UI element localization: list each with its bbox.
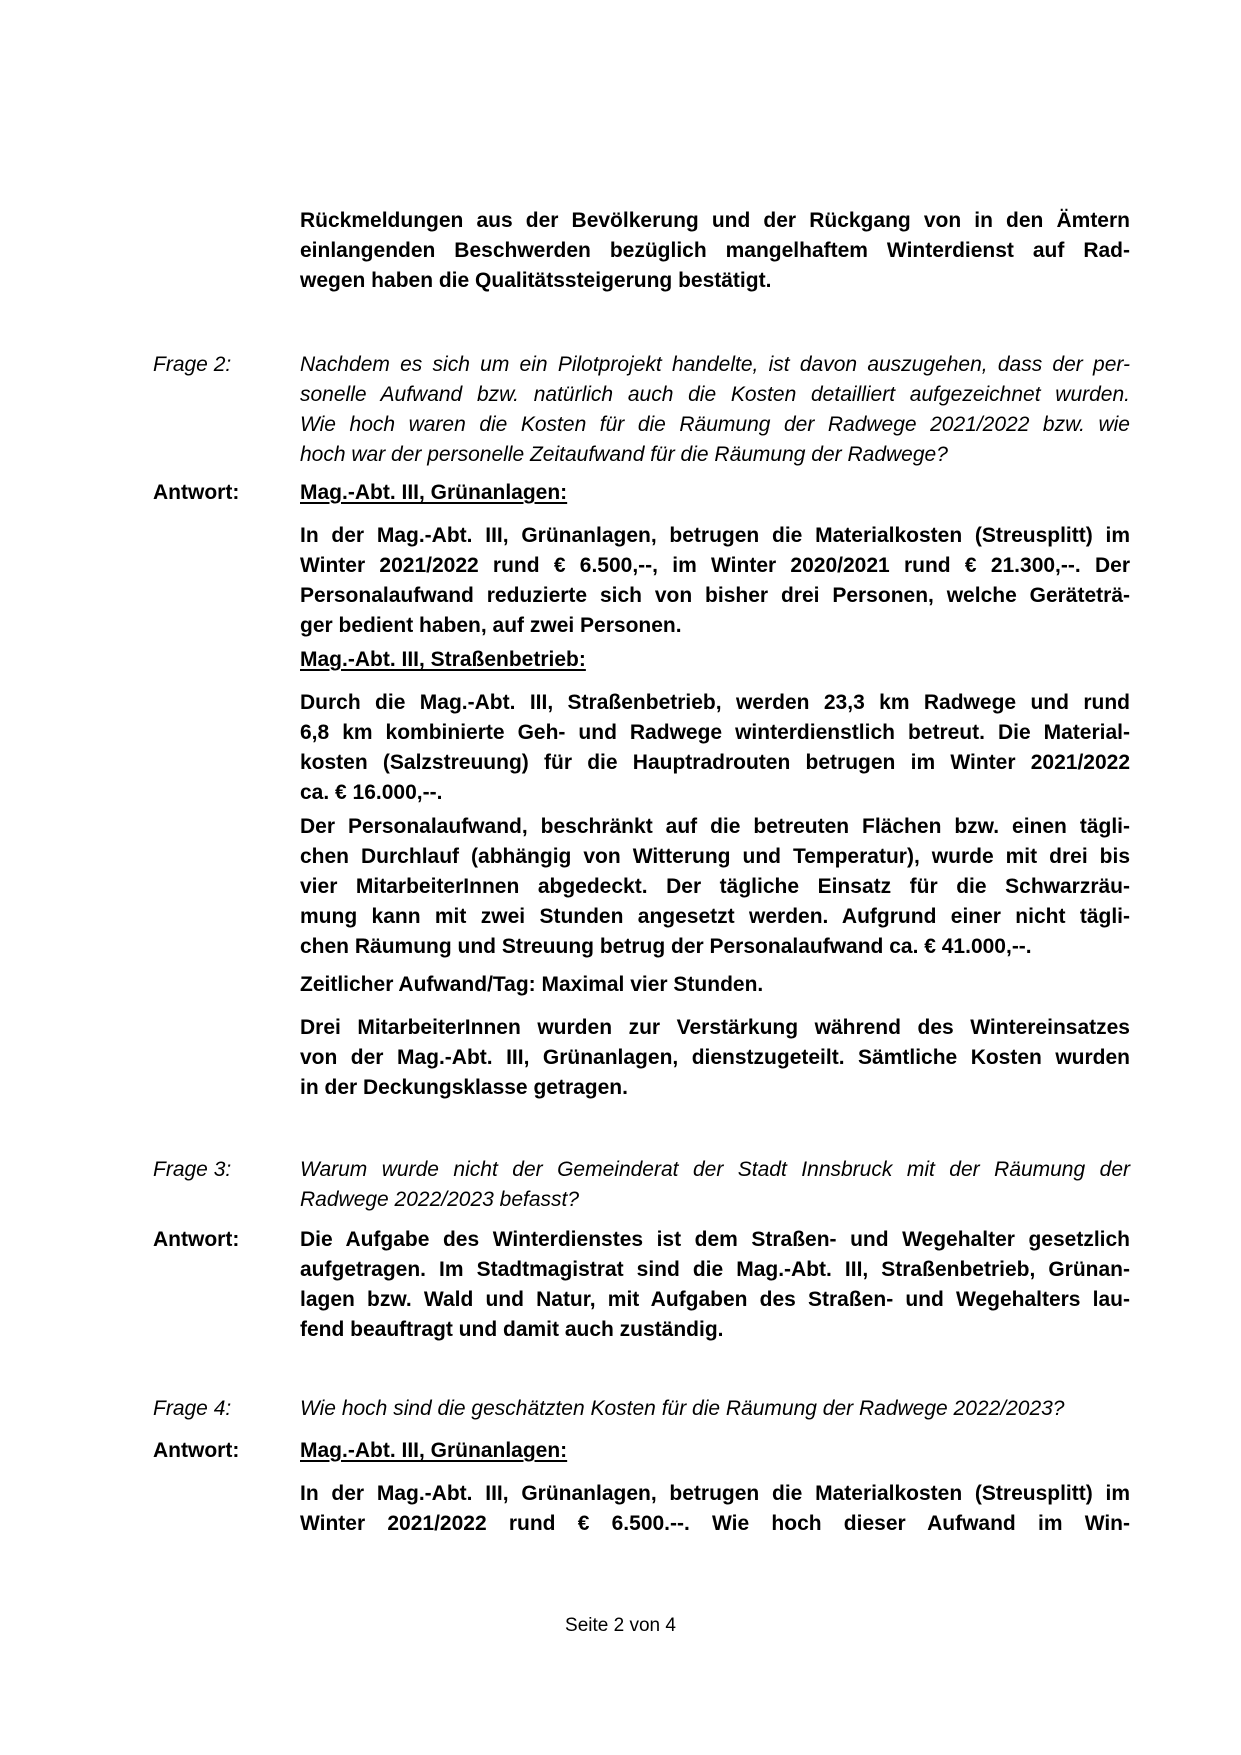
answer-2-paragraph-1 xyxy=(300,521,1130,641)
page-number-footer: Seite 2 von 4 xyxy=(565,1615,676,1636)
answer-line: vier MitarbeiterInnen abgedeckt. Der tägliche Einsatz für die Schwarzräu- xyxy=(300,875,1130,898)
answer-2-paragraph-4 xyxy=(300,970,1130,1000)
answer-line: von der Mag.-Abt. III, Grünanlagen, dienstzugeteilt. Sämtliche Kosten wurden xyxy=(300,1046,1130,1069)
answer-4-heading-gruenanlagen: Mag.-Abt. III, Grünanlagen: xyxy=(300,1439,568,1462)
answer-3-text xyxy=(300,1225,1130,1345)
answer-line: fend beauftragt und damit auch zuständig. xyxy=(300,1318,724,1341)
answer-line: ger bedient haben, auf zwei Personen. xyxy=(300,614,682,637)
answer-line: in der Deckungsklasse getragen. xyxy=(300,1076,628,1099)
question-line: sonelle Aufwand bzw. natürlich auch die Kosten detailliert aufgezeichnet wurden. xyxy=(300,383,1130,406)
question-line: Wie hoch waren die Kosten für die Räumung der Radwege 2021/2022 bzw. wie xyxy=(300,413,1130,436)
question-line: Wie hoch sind die geschätzten Kosten für die Räumung der Radwege 2022/2023? xyxy=(300,1397,1065,1420)
question-2-text xyxy=(300,350,1130,470)
intro-line: einlangenden Beschwerden bezüglich mangelhaftem Winterdienst auf Rad- xyxy=(300,239,1130,262)
question-4-label: Frage 4: xyxy=(153,1397,232,1420)
question-3-label: Frage 3: xyxy=(153,1158,232,1181)
intro-line: wegen haben die Qualitätssteigerung bestätigt. xyxy=(300,269,772,292)
answer-2-paragraph-5 xyxy=(300,1013,1130,1103)
question-2-label: Frage 2: xyxy=(153,353,232,376)
answer-line: Zeitlicher Aufwand/Tag: Maximal vier Stunden. xyxy=(300,973,764,996)
answer-2-heading-strassenbetrieb: Mag.-Abt. III, Straßenbetrieb: xyxy=(300,648,586,671)
answer-line: mung kann mit zwei Stunden angesetzt werden. Aufgrund einer nicht tägli- xyxy=(300,905,1130,928)
answer-line: ca. € 16.000,--. xyxy=(300,781,443,804)
answer-line: kosten (Salzstreuung) für die Hauptradrouten betrugen im Winter 2021/2022 xyxy=(300,751,1130,774)
intro-line: Rückmeldungen aus der Bevölkerung und der Rückgang von in den Ämtern xyxy=(300,209,1130,232)
answer-2-label: Antwort: xyxy=(153,481,240,504)
question-line: hoch war der personelle Zeitaufwand für die Räumung der Radwege? xyxy=(300,443,948,466)
answer-line: lagen bzw. Wald und Natur, mit Aufgaben des Straßen- und Wegehalters lau- xyxy=(300,1288,1130,1311)
question-line: Nachdem es sich um ein Pilotprojekt handelte, ist davon auszugehen, dass der per- xyxy=(300,353,1130,376)
answer-line: Winter 2021/2022 rund € 6.500.--. Wie hoch dieser Aufwand im Win- xyxy=(300,1512,1130,1535)
answer-4-label: Antwort: xyxy=(153,1439,240,1462)
question-line: Warum wurde nicht der Gemeinderat der Stadt Innsbruck mit der Räumung der xyxy=(300,1158,1130,1181)
answer-line: Die Aufgabe des Winterdienstes ist dem Straßen- und Wegehalter gesetzlich xyxy=(300,1228,1130,1251)
question-3-text xyxy=(300,1155,1130,1215)
answer-line: In der Mag.-Abt. III, Grünanlagen, betrugen die Materialkosten (Streusplitt) im xyxy=(300,1482,1130,1505)
answer-3-label: Antwort: xyxy=(153,1228,240,1251)
answer-line: Der Personalaufwand, beschränkt auf die betreuten Flächen bzw. einen tägli- xyxy=(300,815,1130,838)
answer-line: 6,8 km kombinierte Geh- und Radwege winterdienstlich betreut. Die Material- xyxy=(300,721,1130,744)
answer-2-paragraph-2 xyxy=(300,688,1130,808)
question-line: Radwege 2022/2023 befasst? xyxy=(300,1188,580,1211)
answer-line: chen Durchlauf (abhängig von Witterung und Temperatur), wurde mit drei bis xyxy=(300,845,1130,868)
answer-line: chen Räumung und Streuung betrug der Personalaufwand ca. € 41.000,--. xyxy=(300,935,1032,958)
answer-line: Winter 2021/2022 rund € 6.500,--, im Winter 2020/2021 rund € 21.300,--. Der xyxy=(300,554,1130,577)
answer-2-paragraph-3 xyxy=(300,812,1130,962)
answer-line: In der Mag.-Abt. III, Grünanlagen, betrugen die Materialkosten (Streusplitt) im xyxy=(300,524,1130,547)
answer-2-heading-gruenanlagen: Mag.-Abt. III, Grünanlagen: xyxy=(300,481,568,504)
question-4-text xyxy=(300,1394,1130,1424)
answer-line: aufgetragen. Im Stadtmagistrat sind die Mag.-Abt. III, Straßenbetrieb, Grünan- xyxy=(300,1258,1130,1281)
intro-paragraph xyxy=(300,206,1130,296)
answer-line: Drei MitarbeiterInnen wurden zur Verstärkung während des Wintereinsatzes xyxy=(300,1016,1130,1039)
answer-line: Durch die Mag.-Abt. III, Straßenbetrieb, werden 23,3 km Radwege und rund xyxy=(300,691,1130,714)
answer-line: Personalaufwand reduzierte sich von bisher drei Personen, welche Geräteträ- xyxy=(300,584,1130,607)
answer-4-paragraph-1 xyxy=(300,1479,1130,1539)
